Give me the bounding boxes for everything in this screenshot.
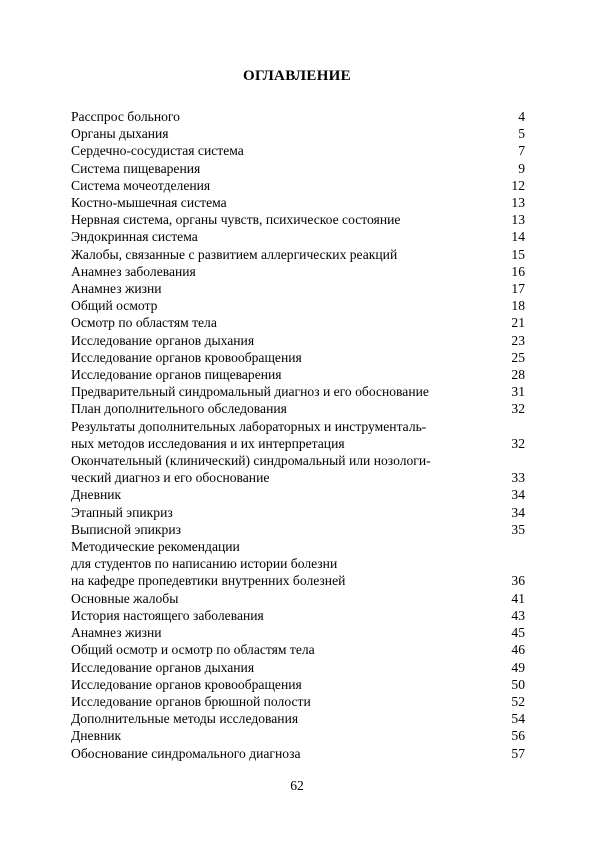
toc-entry-title: Результаты дополнительных лабораторных и инструменталь- ных методов исследования и их интерпретация bbox=[71, 418, 427, 451]
toc-entry-title: Костно-мышечная система bbox=[71, 195, 227, 211]
toc-entry-title: Исследование органов дыхания bbox=[71, 659, 255, 675]
toc-entry-page: 49 bbox=[511, 659, 525, 675]
toc-entry bbox=[71, 228, 525, 245]
toc-entry-page: 54 bbox=[511, 711, 525, 727]
toc-entry bbox=[71, 194, 525, 211]
toc-entry-title: Дополнительные методы исследования bbox=[71, 711, 299, 727]
toc-entry-page: 34 bbox=[511, 487, 525, 503]
toc-entry-page: 57 bbox=[511, 745, 525, 761]
toc-entry-title: Обоснование синдромального диагноза bbox=[71, 745, 301, 761]
toc-entry-page: 45 bbox=[511, 625, 525, 641]
toc-entry-page: 32 bbox=[511, 435, 525, 451]
toc-entry-page: 9 bbox=[518, 160, 525, 176]
toc-entry-page: 50 bbox=[511, 676, 525, 692]
toc-entry-title: Анамнез жизни bbox=[71, 281, 162, 297]
table-of-contents bbox=[71, 108, 525, 762]
toc-entry bbox=[71, 659, 525, 676]
toc-entry-title: Этапный эпикриз bbox=[71, 504, 173, 520]
toc-entry-page: 17 bbox=[511, 281, 525, 297]
toc-entry-title: Анамнез заболевания bbox=[71, 263, 196, 279]
toc-entry-page: 35 bbox=[511, 521, 525, 537]
toc-entry-title: Жалобы, связанные с развитием аллергических реакций bbox=[71, 246, 398, 262]
toc-entry-title: Исследование органов кровообращения bbox=[71, 676, 302, 692]
toc-entry-page: 34 bbox=[511, 504, 525, 520]
toc-entry-page: 5 bbox=[518, 126, 525, 142]
toc-entry bbox=[71, 160, 525, 177]
toc-entry bbox=[71, 486, 525, 503]
toc-entry bbox=[71, 280, 525, 297]
toc-entry-page: 36 bbox=[511, 573, 525, 589]
toc-entry-page: 46 bbox=[511, 642, 525, 658]
toc-entry bbox=[71, 263, 525, 280]
toc-entry-title: Общий осмотр и осмотр по областям тела bbox=[71, 642, 315, 658]
toc-entry-page: 43 bbox=[511, 607, 525, 623]
toc-entry-page: 28 bbox=[511, 367, 525, 383]
toc-entry bbox=[71, 314, 525, 331]
toc-entry-title: История настоящего заболевания bbox=[71, 607, 264, 623]
toc-entry bbox=[71, 693, 525, 710]
toc-entry bbox=[71, 676, 525, 693]
toc-entry bbox=[71, 211, 525, 228]
toc-entry-page: 25 bbox=[511, 349, 525, 365]
toc-entry-title: Исследование органов кровообращения bbox=[71, 349, 302, 365]
toc-entry-title: Основные жалобы bbox=[71, 590, 179, 606]
toc-entry-title: Осмотр по областям тела bbox=[71, 315, 217, 331]
toc-entry-title: Система пищеварения bbox=[71, 160, 201, 176]
toc-entry-page: 52 bbox=[511, 693, 525, 709]
toc-entry bbox=[71, 297, 525, 314]
toc-entry-page: 32 bbox=[511, 401, 525, 417]
toc-entry bbox=[71, 400, 525, 417]
toc-entry-title: Расспрос больного bbox=[71, 109, 180, 124]
toc-entry-page: 4 bbox=[518, 109, 525, 124]
toc-entry-title: Анамнез жизни bbox=[71, 625, 162, 641]
toc-entry-title: Органы дыхания bbox=[71, 126, 169, 142]
toc-entry-title: Предварительный синдромальный диагноз и его обоснование bbox=[71, 384, 429, 400]
toc-entry bbox=[71, 452, 525, 486]
toc-entry-page: 13 bbox=[511, 212, 525, 228]
toc-entry bbox=[71, 504, 525, 521]
toc-entry-page: 56 bbox=[511, 728, 525, 744]
toc-entry bbox=[71, 177, 525, 194]
toc-entry bbox=[71, 246, 525, 263]
toc-entry-page: 14 bbox=[511, 229, 525, 245]
toc-entry bbox=[71, 538, 525, 590]
toc-entry bbox=[71, 383, 525, 400]
toc-entry-page: 33 bbox=[511, 470, 525, 486]
toc-entry-title: Методические рекомендации для студентов по написанию истории болезни на кафедре пропедевтики внутренних болезней bbox=[71, 539, 346, 589]
toc-entry-page: 13 bbox=[511, 195, 525, 211]
page-title: ОГЛАВЛЕНИЕ bbox=[243, 68, 351, 84]
toc-entry-page: 23 bbox=[511, 332, 525, 348]
toc-entry bbox=[71, 710, 525, 727]
toc-entry-title: Эндокринная система bbox=[71, 229, 198, 245]
toc-entry bbox=[71, 641, 525, 658]
toc-entry bbox=[71, 108, 525, 125]
toc-entry bbox=[71, 125, 525, 142]
toc-entry-page: 12 bbox=[511, 177, 525, 193]
toc-entry bbox=[71, 727, 525, 744]
toc-entry bbox=[71, 624, 525, 641]
toc-entry-title: Система мочеотделения bbox=[71, 177, 211, 193]
toc-entry-page: 16 bbox=[511, 263, 525, 279]
toc-entry bbox=[71, 607, 525, 624]
toc-entry-page: 7 bbox=[518, 143, 525, 159]
toc-entry-page: 31 bbox=[511, 384, 525, 400]
toc-entry bbox=[71, 418, 525, 452]
toc-entry-title: План дополнительного обследования bbox=[71, 401, 287, 417]
toc-entry-title: Исследование органов пищеварения bbox=[71, 367, 282, 383]
toc-entry-title: Дневник bbox=[71, 728, 122, 744]
toc-entry-title: Выписной эпикриз bbox=[71, 521, 181, 537]
toc-entry-title: Сердечно-сосудистая система bbox=[71, 143, 244, 159]
toc-entry-title: Исследование органов дыхания bbox=[71, 332, 255, 348]
toc-entry bbox=[71, 142, 525, 159]
toc-entry-title: Окончательный (клинический) синдромальный или нозологи- ческий диагноз и его обоснование bbox=[71, 453, 431, 486]
toc-entry-title: Исследование органов брюшной полости bbox=[71, 693, 311, 709]
toc-entry bbox=[71, 590, 525, 607]
toc-entry-page: 18 bbox=[511, 298, 525, 314]
toc-entry-page: 41 bbox=[511, 590, 525, 606]
toc-entry bbox=[71, 349, 525, 366]
toc-entry-title: Дневник bbox=[71, 487, 122, 503]
toc-entry bbox=[71, 521, 525, 538]
page-number: 62 bbox=[290, 778, 304, 793]
toc-entry-title: Нервная система, органы чувств, психическое состояние bbox=[71, 212, 401, 228]
toc-entry bbox=[71, 745, 525, 762]
toc-entry-title: Общий осмотр bbox=[71, 298, 158, 314]
toc-entry-page: 15 bbox=[511, 246, 525, 262]
toc-entry bbox=[71, 366, 525, 383]
toc-entry bbox=[71, 332, 525, 349]
toc-entry-page: 21 bbox=[511, 315, 525, 331]
